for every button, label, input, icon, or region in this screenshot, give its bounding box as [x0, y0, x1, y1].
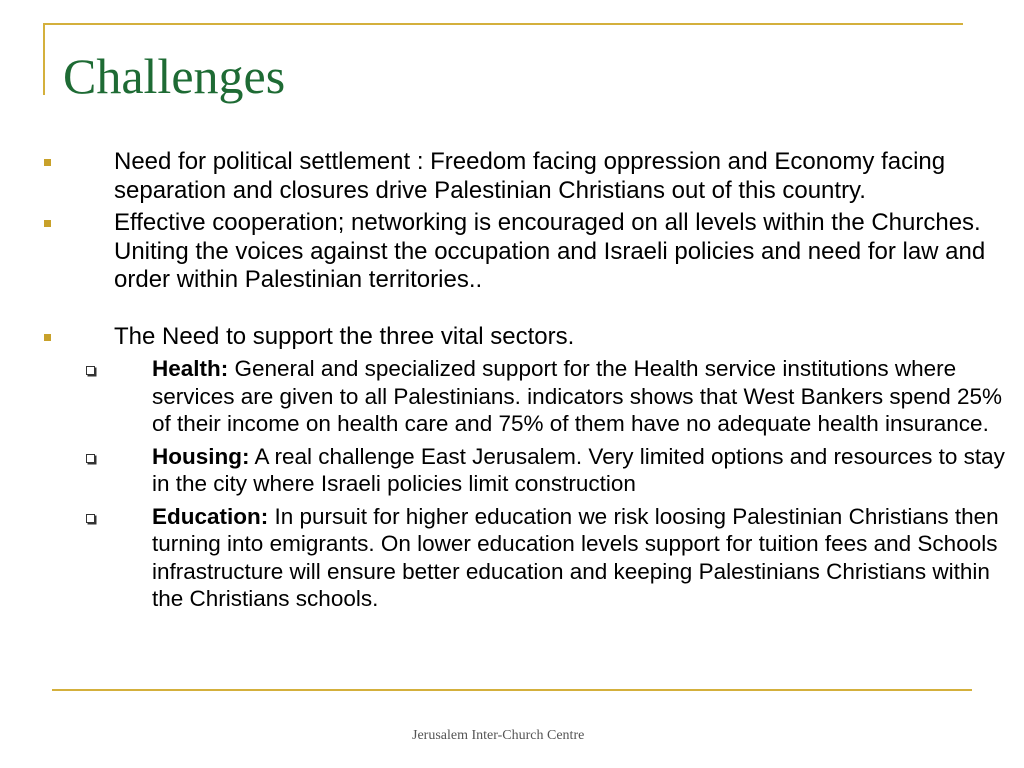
- sub-bullet-label: Health:: [152, 356, 229, 381]
- bullet-item: [0, 323, 1010, 352]
- bullet-text: Effective cooperation; networking is encouraged on all levels within the Churches. Uniting the voices against the occupation and Israeli policies and need for law and order within Palestinian territories..: [114, 209, 986, 293]
- sub-bullet-text: In pursuit for higher education we risk loosing Palestinian Christians then turning into emigrants. On lower education levels support for tuition fees and Schools infrastructure will ensure better education and keeping Palestinians Christians within the Christians schools.: [152, 503, 999, 611]
- sub-bullet-item: [0, 443, 1010, 498]
- bullet-text: The Need to support the three vital sectors.: [114, 322, 575, 350]
- square-bullet-icon: [44, 220, 51, 227]
- bullet-item: [0, 148, 1010, 205]
- sub-bullet-item: [0, 355, 1010, 438]
- sub-bullet-label: Housing:: [152, 443, 250, 469]
- slide-title: Challenges: [63, 48, 286, 104]
- slide-footer: Jerusalem Inter-Church Centre: [412, 728, 585, 743]
- square-bullet-icon: [44, 334, 51, 341]
- square-bullet-icon: [44, 159, 51, 166]
- bullet-text: Need for political settlement : Freedom facing oppression and Economy facing separation and closures drive Palestinian Christians out of this country.: [114, 148, 946, 204]
- slide-body: [0, 148, 1010, 618]
- sub-bullet-item: [0, 503, 1010, 613]
- sub-bullet-label: Education:: [152, 503, 269, 529]
- bullet-item: [0, 209, 1010, 295]
- left-divider: [43, 23, 45, 95]
- hollow-square-bullet-icon: [86, 366, 95, 375]
- hollow-square-bullet-icon: [86, 454, 95, 463]
- sub-bullet-text: General and specialized support for the Health service institutions where services are given to all Palestinians. indicators shows that West Bankers spend 25% of their income on health care and 75% of them have no adequate health insurance.: [152, 356, 1003, 436]
- bottom-divider: [52, 689, 972, 691]
- top-divider: [43, 23, 963, 25]
- sub-bullet-text: A real challenge East Jerusalem. Very limited options and resources to stay in the city where Israeli policies limit construction: [152, 443, 1005, 496]
- hollow-square-bullet-icon: [86, 514, 95, 523]
